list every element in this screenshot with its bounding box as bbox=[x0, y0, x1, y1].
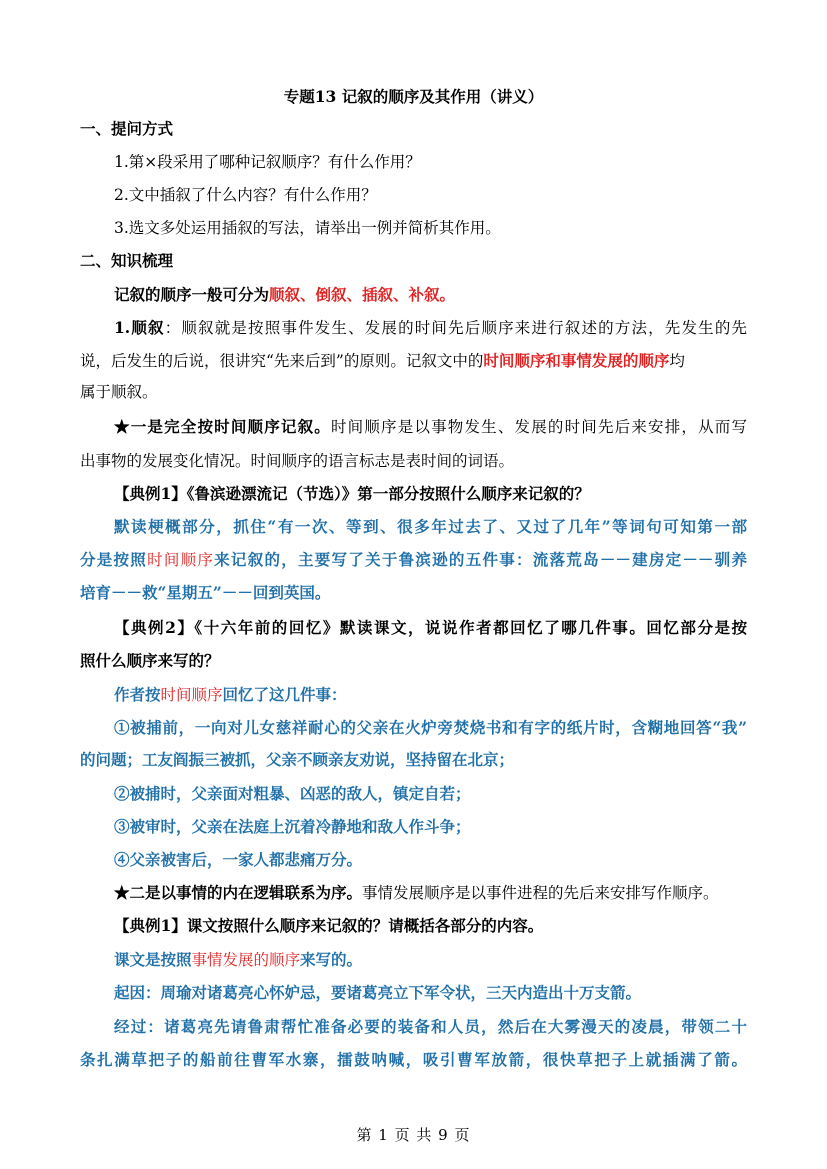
example-3-answer-post: 来写的。 bbox=[300, 950, 363, 969]
sequential-label: 1.顺叙 bbox=[114, 318, 165, 337]
intro-line bbox=[114, 284, 455, 306]
example-2-item-1-line2: 的问题；工友阎振三被抓，父亲不顾亲友劝说，坚持留在北京； bbox=[80, 750, 515, 769]
example-1-answer-post: 来记叙的，主要写了关于鲁滨逊的五件事：流落荒岛－－建房定－－驯养 bbox=[214, 550, 747, 569]
section-heading-questions: 一、提问方式 bbox=[80, 119, 174, 138]
question-2: 2.文中插叙了什么内容？有什么作用？ bbox=[114, 186, 377, 204]
example-2-answer-post: 回忆了这几件事： bbox=[222, 685, 347, 704]
example-2-question-line2: 照什么顺序来写的？ bbox=[80, 651, 220, 670]
question-3: 3.选文多处运用插叙的写法，请举出一例并简析其作用。 bbox=[114, 219, 501, 237]
star-point-1-line2: 出事物的发展变化情况。时间顺序的语言标志是表时间的词语。 bbox=[80, 452, 515, 470]
example-2-answer-pre: 作者按 bbox=[114, 685, 161, 704]
example-3-answer-intro bbox=[114, 949, 362, 971]
sequential-text-2: 说，后发生的后说，很讲究“先来后到”的原则。记叙文中的 bbox=[80, 352, 484, 370]
example-3-process-line1: 经过：诸葛亮先请鲁肃帮忙准备必要的装备和人员，然后在大雾漫天的凌晨，带领二十 bbox=[114, 1017, 747, 1036]
sequential-definition-line2 bbox=[80, 350, 685, 372]
star-point-2-title: ★二是以事情的内在逻辑联系为序。 bbox=[114, 883, 363, 902]
section-heading-knowledge: 二、知识梳理 bbox=[80, 251, 174, 270]
narration-types: 顺叙、倒叙、插叙、补叙。 bbox=[269, 285, 456, 304]
star-point-1-title: ★一是完全按时间顺序记叙。 bbox=[114, 417, 331, 436]
sequential-definition-line3: 属于顺叙。 bbox=[80, 383, 158, 401]
sequential-definition-line1 bbox=[114, 317, 747, 339]
sequential-text-2-end: 均 bbox=[669, 352, 685, 370]
example-3-answer-pre: 课文是按照 bbox=[114, 950, 192, 969]
example-2-item-3: ③被审时，父亲在法庭上沉着冷静地和敌人作斗争； bbox=[114, 817, 471, 836]
star-point-2 bbox=[114, 882, 719, 904]
example-2-question-line1: 【典例2】《十六年前的回忆》默读课文，说说作者都回忆了哪几件事。回忆部分是按 bbox=[114, 618, 747, 637]
example-1-answer-line2 bbox=[80, 549, 747, 571]
example-1-question: 【典例1】《鲁滨逊漂流记（节选）》第一部分按照什么顺序来记叙的？ bbox=[114, 484, 590, 503]
star-point-1 bbox=[114, 416, 747, 438]
example-3-cause: 起因：周瑜对诸葛亮心怀妒忌，要诸葛亮立下军令状，三天内造出十万支箭。 bbox=[114, 983, 642, 1002]
example-1-answer-line1: 默读梗概部分，抓住“有一次、等到、很多年过去了、又过了几年”等词句可知第一部 bbox=[114, 517, 747, 536]
question-1: 1.第×段采用了哪种记叙顺序？有什么作用？ bbox=[114, 153, 421, 171]
page-footer: 第 1 页 共 9 页 bbox=[356, 1126, 471, 1144]
example-3-answer-red: 事情发展的顺序 bbox=[191, 951, 301, 969]
intro-prefix: 记叙的顺序一般可分为 bbox=[114, 285, 270, 304]
example-2-answer-red: 时间顺序 bbox=[160, 686, 223, 704]
star-point-1-text: 时间顺序是以事物发生、发展的时间先后来安排，从而写 bbox=[330, 418, 747, 436]
example-1-answer-line3: 培育－－救“星期五”－－回到英国。 bbox=[80, 583, 331, 602]
example-1-answer-pre: 分是按照 bbox=[80, 550, 148, 569]
example-2-item-1-line1: ①被捕前，一向对儿女慈祥耐心的父亲在火炉旁焚烧书和有字的纸片时，含糊地回答“我” bbox=[114, 718, 747, 737]
page-title: 专题13 记叙的顺序及其作用（讲义） bbox=[283, 87, 544, 106]
sequential-text: ：顺叙就是按照事件发生、发展的时间先后顺序来进行叙述的方法，先发生的先 bbox=[164, 319, 747, 337]
example-2-item-4: ④父亲被害后，一家人都悲痛万分。 bbox=[114, 850, 363, 869]
example-3-process-line2: 条扎满草把子的船前往曹军水寨，擂鼓呐喊，吸引曹军放箭，很快草把子上就插满了箭。 bbox=[80, 1050, 747, 1069]
star-point-2-text: 事情发展顺序是以事件进程的先后来安排写作顺序。 bbox=[362, 884, 719, 902]
sequential-highlight: 时间顺序和事情发展的顺序 bbox=[483, 351, 670, 370]
example-2-answer-intro bbox=[114, 684, 347, 706]
example-2-item-2: ②被捕时，父亲面对粗暴、凶恶的敌人，镇定自若； bbox=[114, 784, 471, 803]
example-3-question: 【典例1】课文按照什么顺序来记叙的？请概括各部分的内容。 bbox=[114, 916, 544, 935]
example-1-answer-red: 时间顺序 bbox=[147, 551, 215, 569]
